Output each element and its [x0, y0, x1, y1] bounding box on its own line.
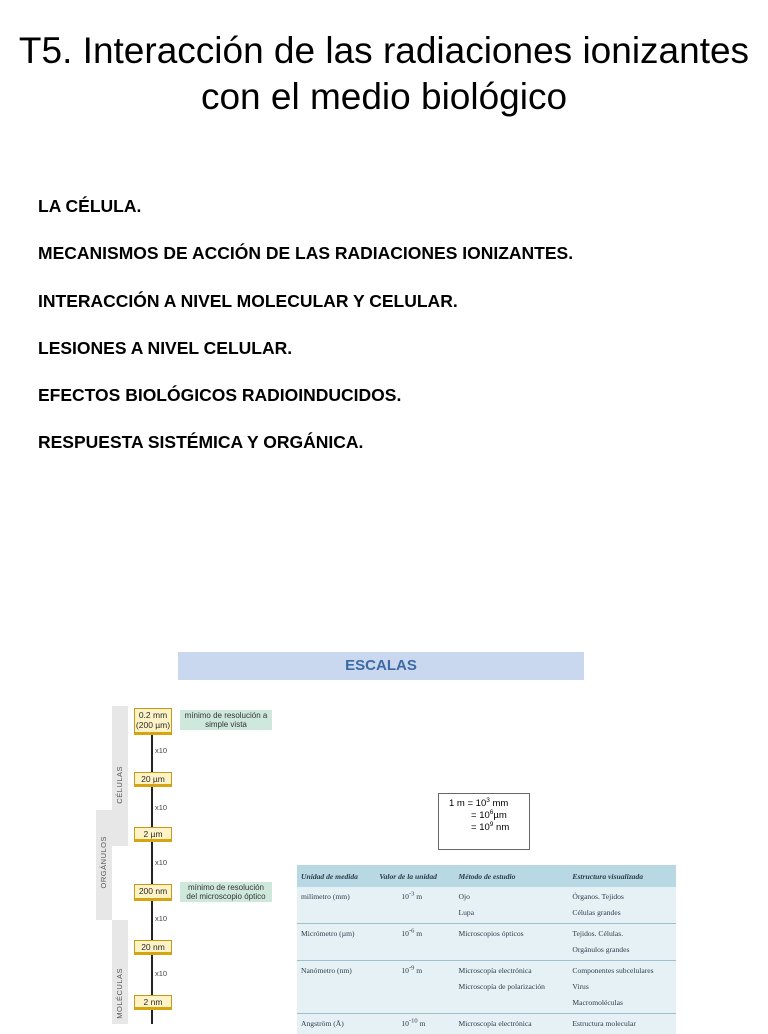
- conversion-unit: nm: [496, 822, 509, 833]
- conversion-unit: µm: [493, 810, 506, 821]
- value-cell: [375, 887, 454, 924]
- column-header: Unidad de medida: [297, 865, 375, 887]
- table-row: [297, 887, 676, 924]
- column-header: Valor de la unidad: [375, 865, 454, 887]
- factor-label: x10: [155, 914, 167, 923]
- method-line: Microscopios ópticos: [458, 926, 564, 942]
- conversion-exp: 3: [486, 797, 490, 804]
- value-base: 10: [401, 1019, 409, 1028]
- unit-cell: milímetro (mm): [297, 887, 375, 924]
- topic-item: INTERACCIÓN A NIVEL MOLECULAR Y CELULAR.: [38, 287, 573, 334]
- structure-cell: [568, 924, 676, 961]
- structure-line: Estructura molecular: [572, 1016, 672, 1032]
- structure-line: Macromoléculas: [572, 995, 672, 1011]
- factor-label: x10: [155, 803, 167, 812]
- method-line: Lupa: [458, 905, 564, 921]
- scale-mark: 20 nm: [134, 940, 172, 955]
- structure-cell: [568, 961, 676, 1014]
- scale-mark: 2 nm: [134, 995, 172, 1010]
- scale-mark: 20 µm: [134, 772, 172, 787]
- units-table: [297, 865, 676, 1034]
- structure-line: Órganos. Tejidos: [572, 889, 672, 905]
- method-cell: [454, 887, 568, 924]
- structure-cell: [568, 887, 676, 924]
- value-unit: m: [416, 929, 422, 938]
- figure-header: ESCALAS: [178, 652, 584, 680]
- structure-line: Células grandes: [572, 905, 672, 921]
- factor-label: x10: [155, 858, 167, 867]
- topic-item: MECANISMOS DE ACCIÓN DE LAS RADIACIONES IONIZANTES.: [38, 239, 573, 286]
- topic-item: LA CÉLULA.: [38, 192, 573, 239]
- conversion-mantissa: 10: [479, 810, 490, 821]
- value-exp: -3: [409, 890, 414, 897]
- structure-line: Orgánulos grandes: [572, 942, 672, 958]
- value-base: 10: [401, 966, 409, 975]
- slide-title: T5. Interacción de las radiaciones ionizantes con el medio biológico: [0, 28, 768, 120]
- naked-eye-note: mínimo de resolución a simple vista: [180, 710, 272, 730]
- value-exp: -6: [409, 927, 414, 934]
- scale-mark: 200 nm: [134, 884, 172, 901]
- value-cell: [375, 961, 454, 1014]
- table-row: [297, 924, 676, 961]
- conversion-exp: 6: [490, 809, 494, 816]
- value-unit: m: [416, 892, 422, 901]
- value-base: 10: [401, 892, 409, 901]
- unit-cell: Nanómetro (nm): [297, 961, 375, 1014]
- method-line: Microscopía de polarización: [458, 979, 564, 995]
- factor-label: x10: [155, 746, 167, 755]
- method-line: Microscopía electrónica: [458, 1016, 564, 1032]
- conversion-exp: 9: [490, 821, 494, 828]
- conversion-mantissa: 10: [479, 822, 490, 833]
- conversion-unit: mm: [493, 798, 509, 809]
- method-cell: [454, 924, 568, 961]
- unit-cell: Micrómetro (µm): [297, 924, 375, 961]
- factor-label: x10: [155, 969, 167, 978]
- topic-item: RESPUESTA SISTÉMICA Y ORGÁNICA.: [38, 428, 573, 475]
- conversion-box: 1 $m = 10^3$ mm = $10^6\mu m$ = $10^9$ nm: [438, 793, 530, 850]
- cells-label: CÉLULAS: [115, 766, 124, 804]
- value-unit: m: [416, 966, 422, 975]
- value-base: 10: [401, 929, 409, 938]
- structure-line: Tejidos. Células.: [572, 926, 672, 942]
- scale-mark: 0.2 mm (200 µm): [134, 708, 172, 735]
- scale-mark: 2 µm: [134, 827, 172, 842]
- topic-item: EFECTOS BIOLÓGICOS RADIOINDUCIDOS.: [38, 381, 573, 428]
- method-line: Ojo: [458, 889, 564, 905]
- organelles-label: ORGÁNULOS: [99, 836, 108, 888]
- value-exp: -9: [409, 964, 414, 971]
- structure-line: Componentes subcelulares: [572, 963, 672, 979]
- topic-list: [38, 192, 573, 476]
- structure-line: Virus: [572, 979, 672, 995]
- conversion-mantissa: 10: [476, 798, 487, 809]
- method-line: Microscopía electrónica: [458, 963, 564, 979]
- value-cell: [375, 924, 454, 961]
- optical-note: mínimo de resolución del microscopio óptico: [180, 882, 272, 902]
- unit-cell: Angström (Å): [297, 1014, 375, 1034]
- column-header: Estructura visualizada: [568, 865, 676, 887]
- table-row: [297, 961, 676, 1014]
- value-exp: -10: [409, 1017, 418, 1024]
- value-unit: m: [420, 1019, 426, 1028]
- column-header: Método de estudio: [454, 865, 568, 887]
- molecules-label: MOLÉCULAS: [115, 968, 124, 1019]
- topic-item: LESIONES A NIVEL CELULAR.: [38, 334, 573, 381]
- conversion-base: 1 m: [449, 798, 465, 809]
- method-cell: [454, 961, 568, 1014]
